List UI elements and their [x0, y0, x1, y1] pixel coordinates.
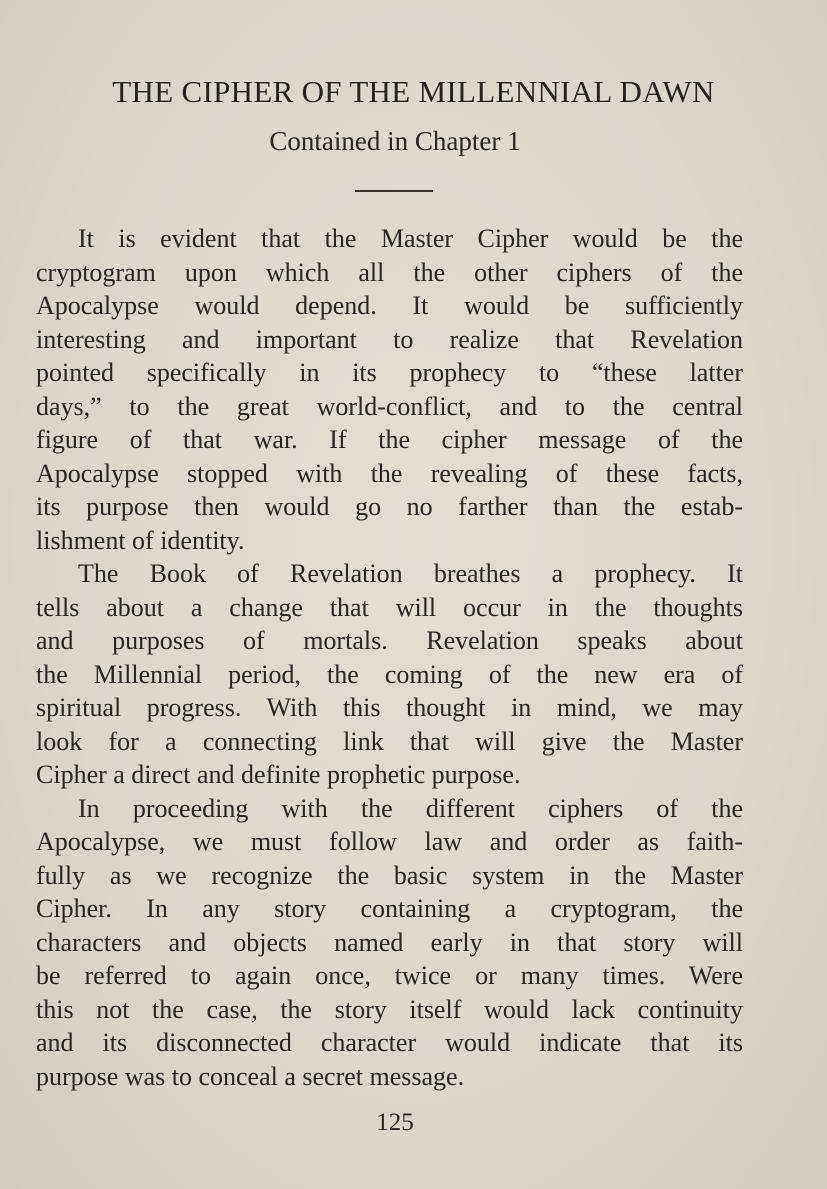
text-line: In proceeding with the different ciphers of the	[78, 793, 743, 823]
text-line: figure of that war. If the cipher message of the	[36, 425, 743, 454]
text-line: and purposes of mortals. Revelation speaks about	[36, 626, 743, 655]
text-line: tells about a change that will occur in the thoughts	[36, 592, 743, 622]
chapter-subtitle: Contained in Chapter 1	[269, 126, 521, 156]
page-number: 125	[376, 1109, 414, 1136]
text-line: fully as we recognize the basic system in the Master	[36, 860, 743, 890]
text-line: purpose was to conceal a secret message.	[36, 1061, 465, 1091]
text-line: It is evident that the Master Cipher would be the	[78, 224, 743, 253]
text-line: characters and objects named early in that story will	[36, 927, 743, 957]
text-line: The Book of Revelation breathes a prophecy. It	[78, 559, 743, 588]
text-line: pointed specifically in its prophecy to “these latter	[36, 358, 743, 387]
text-line: Apocalypse would depend. It would be sufficiently	[36, 291, 743, 320]
chapter-title: THE CIPHER OF THE MILLENNIAL DAWN	[112, 74, 715, 109]
text-line: cryptogram upon which all the other ciphers of the	[36, 257, 743, 287]
text-line: Cipher a direct and definite prophetic purpose.	[36, 760, 521, 789]
text-line: days,” to the great world-conflict, and to the central	[36, 391, 743, 421]
text-line: interesting and important to realize that Revelation	[36, 324, 743, 354]
text-line: spiritual progress. With this thought in mind, we may	[36, 693, 743, 722]
body-text	[36, 222, 743, 1093]
text-line: the Millennial period, the coming of the new era of	[36, 659, 743, 689]
text-line: and its disconnected character would indicate that its	[36, 1028, 743, 1057]
text-line: its purpose then would go no farther than the estab-	[36, 492, 743, 521]
text-line: be referred to again once, twice or many times. Were	[36, 961, 743, 990]
text-line: look for a connecting link that will give the Master	[36, 726, 743, 756]
title-divider	[355, 190, 433, 192]
text-line: this not the case, the story itself would lack continuity	[36, 994, 743, 1024]
text-line: Cipher. In any story containing a cryptogram, the	[36, 894, 743, 923]
text-line: Apocalypse, we must follow law and order as faith-	[36, 827, 743, 856]
text-line: lishment of identity.	[36, 525, 245, 555]
text-line: Apocalypse stopped with the revealing of these facts,	[36, 458, 743, 488]
